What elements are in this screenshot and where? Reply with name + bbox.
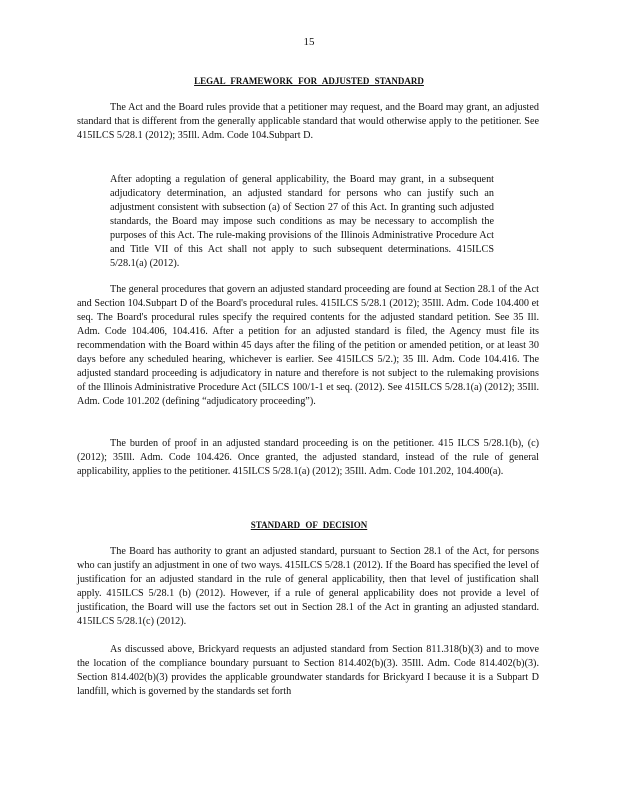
paragraph-adjusted-standard-intro: The Act and the Board rules provide that a petitioner may request, and the Board may grant, an adjusted standard that is different from the generally applicable standard that would otherwise apply to the petitioner. See 415ILCS 5/28.1 (2012); 35Ill. Adm. Code 104.Subpart D. (77, 102, 539, 141)
paragraph-board-authority: The Board has authority to grant an adjusted standard, pursuant to Section 28.1 of the Act, for persons who can justify an adjustment in one of two ways. 415ILCS 5/28.1 (2012). If the Board has specified the level of justification for an adjusted standard in the rule of general applicability, then that level of justification shall apply. 415ILCS 5/28.1 (b) (2012). However, if a rule of general applicability does not provide a level of justification, the Board will use the factors set out in Section 28.1 of the Act in granting an adjusted standard. 415ILCS 5/28.1(c) (2012). (77, 546, 539, 627)
page-number: 15 (303, 36, 315, 48)
paragraph-burden-of-proof: The burden of proof in an adjusted standard proceeding is on the petitioner. 415 ILCS 5/28.1(b), (c) (2012); 35Ill. Adm. Code 104.426. Once granted, the adjusted standard, instead of the rule of general applicability, applies to the petitioner. 415ILCS 5/28.1(a) (2012); 35Ill. Adm. Code 101.202, 104.400(a). (77, 438, 539, 477)
section-heading-standard-of-decision: STANDARD OF DECISION (250, 520, 368, 530)
section-heading-legal-framework: LEGAL FRAMEWORK FOR ADJUSTED STANDARD (194, 76, 424, 86)
paragraph-brickyard-request: As discussed above, Brickyard requests an adjusted standard from Section 811.318(b)(3) and to move the location of the compliance boundary pursuant to Section 814.402(b)(3). 35Ill. Adm. Code 814.402(b)(3). Section 814.402(b)(3) provides the applicable groundwater standards for Brickyard I because it is a Subpart D landfill, which is governed by the standards set forth (77, 644, 539, 697)
block-quote-section-28-1: After adopting a regulation of general applicability, the Board may grant, in a subsequent adjudicatory determination, an adjusted standard for persons who can justify such an adjustment consistent with subsection (a) of Section 27 of this Act. In granting such adjusted standards, the Board may impose such conditions as may be necessary to accomplish the purposes of this Act. The rule-making provisions of the Illinois Administrative Procedure Act and Title VII of this Act shall not apply to such subsequent determinations. 415ILCS 5/28.1(a) (2012). (110, 174, 494, 269)
paragraph-general-procedures: The general procedures that govern an adjusted standard proceeding are found at Section 28.1 of the Act and Section 104.Subpart D of the Board's procedural rules. 415ILCS 5/28.1 (2012); 35Ill. Adm. Code 104.400 et seq. The Board's procedural rules specify the required contents for the adjusted standard petition. See 35 Ill. Adm. Code 104.406, 104.416. After a petition for an adjusted standard is filed, the Agency must file its recommendation with the Board within 45 days after the filing of the petition or amended petition, or at least 30 days before any scheduled hearing, whichever is earlier. See 415ILCS 5/2.); 35 Ill. Adm. Code 104.416. The adjusted standard proceeding is adjudicatory in nature and therefore is not subject to the rulemaking provisions of the Illinois Administrative Procedure Act (5ILCS 100/1-1 et seq. (2012). See 415ILCS 5/28.1(a) (2012); 35Ill. Adm. Code 101.202 (defining “adjudicatory proceeding”). (77, 284, 539, 407)
